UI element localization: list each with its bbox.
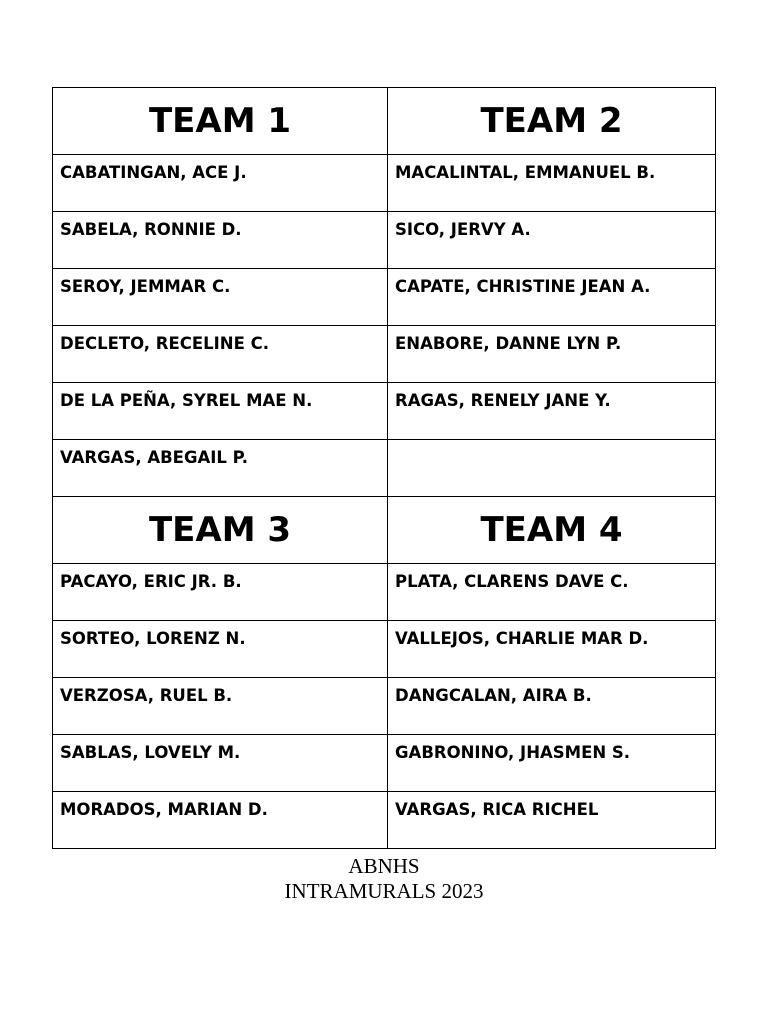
team-2-member: ENABORE, DANNE LYN P. <box>395 334 622 353</box>
team-3-member: MORADOS, MARIAN D. <box>60 800 268 819</box>
member-row <box>53 440 716 497</box>
member-row <box>53 735 716 792</box>
team-4-member: VALLEJOS, CHARLIE MAR D. <box>395 629 649 648</box>
school-name: ABNHS <box>348 854 420 878</box>
team-1-member-cell <box>53 440 388 497</box>
team-4-member-cell <box>388 792 716 849</box>
member-row <box>53 155 716 212</box>
team-3-member-cell <box>53 621 388 678</box>
team-3-title: TEAM 3 <box>148 510 292 550</box>
member-row <box>53 564 716 621</box>
member-row <box>53 621 716 678</box>
team-header-row <box>53 497 716 564</box>
team-2-member-cell <box>388 383 716 440</box>
team-2-member: CAPATE, CHRISTINE JEAN A. <box>395 277 651 296</box>
team-4-member-cell <box>388 735 716 792</box>
team-2-member-cell <box>388 440 716 497</box>
member-row <box>53 383 716 440</box>
team-4-member: DANGCALAN, AIRA B. <box>395 686 592 705</box>
team-roster-table <box>52 87 716 849</box>
team-4-member: PLATA, CLARENS DAVE C. <box>395 572 629 591</box>
member-row <box>53 678 716 735</box>
team-3-member: PACAYO, ERIC JR. B. <box>60 572 242 591</box>
team-3-member: SABLAS, LOVELY M. <box>60 743 241 762</box>
team-4-header-cell <box>388 497 716 564</box>
document-footer <box>0 854 768 904</box>
team-1-member: CABATINGAN, ACE J. <box>60 163 247 182</box>
team-2-member: RAGAS, RENELY JANE Y. <box>395 391 611 410</box>
team-3-member: VERZOSA, RUEL B. <box>60 686 233 705</box>
member-row <box>53 792 716 849</box>
team-3-member-cell <box>53 792 388 849</box>
team-1-member-cell <box>53 269 388 326</box>
team-1-member: DE LA PEÑA, SYREL MAE N. <box>60 391 313 410</box>
member-row <box>53 269 716 326</box>
team-4-member-cell <box>388 621 716 678</box>
team-3-header-cell <box>53 497 388 564</box>
team-1-title: TEAM 1 <box>148 101 292 141</box>
member-row <box>53 212 716 269</box>
team-4-member-cell <box>388 564 716 621</box>
team-1-member-cell <box>53 383 388 440</box>
team-4-member: GABRONINO, JHASMEN S. <box>395 743 631 762</box>
team-1-header-cell <box>53 88 388 155</box>
team-2-member-cell <box>388 326 716 383</box>
team-1-member: DECLETO, RECELINE C. <box>60 334 270 353</box>
team-2-member-cell <box>388 212 716 269</box>
team-2-member-cell <box>388 155 716 212</box>
team-1-member: SEROY, JEMMAR C. <box>60 277 231 296</box>
team-header-row <box>53 88 716 155</box>
team-2-member: SICO, JERVY A. <box>395 220 531 239</box>
member-row <box>53 326 716 383</box>
team-3-member: SORTEO, LORENZ N. <box>60 629 246 648</box>
team-1-member: SABELA, RONNIE D. <box>60 220 242 239</box>
team-2-member-cell <box>388 269 716 326</box>
team-2-member: MACALINTAL, EMMANUEL B. <box>395 163 656 182</box>
team-2-header-cell <box>388 88 716 155</box>
team-1-member-cell <box>53 155 388 212</box>
team-4-title: TEAM 4 <box>480 510 623 550</box>
team-3-member-cell <box>53 564 388 621</box>
event-name: INTRAMURALS 2023 <box>284 879 484 903</box>
team-3-member-cell <box>53 735 388 792</box>
team-1-member-cell <box>53 326 388 383</box>
team-4-member: VARGAS, RICA RICHEL <box>395 800 599 819</box>
team-3-member-cell <box>53 678 388 735</box>
team-1-member-cell <box>53 212 388 269</box>
team-2-title: TEAM 2 <box>480 101 623 141</box>
team-4-member-cell <box>388 678 716 735</box>
team-1-member: VARGAS, ABEGAIL P. <box>60 448 248 467</box>
